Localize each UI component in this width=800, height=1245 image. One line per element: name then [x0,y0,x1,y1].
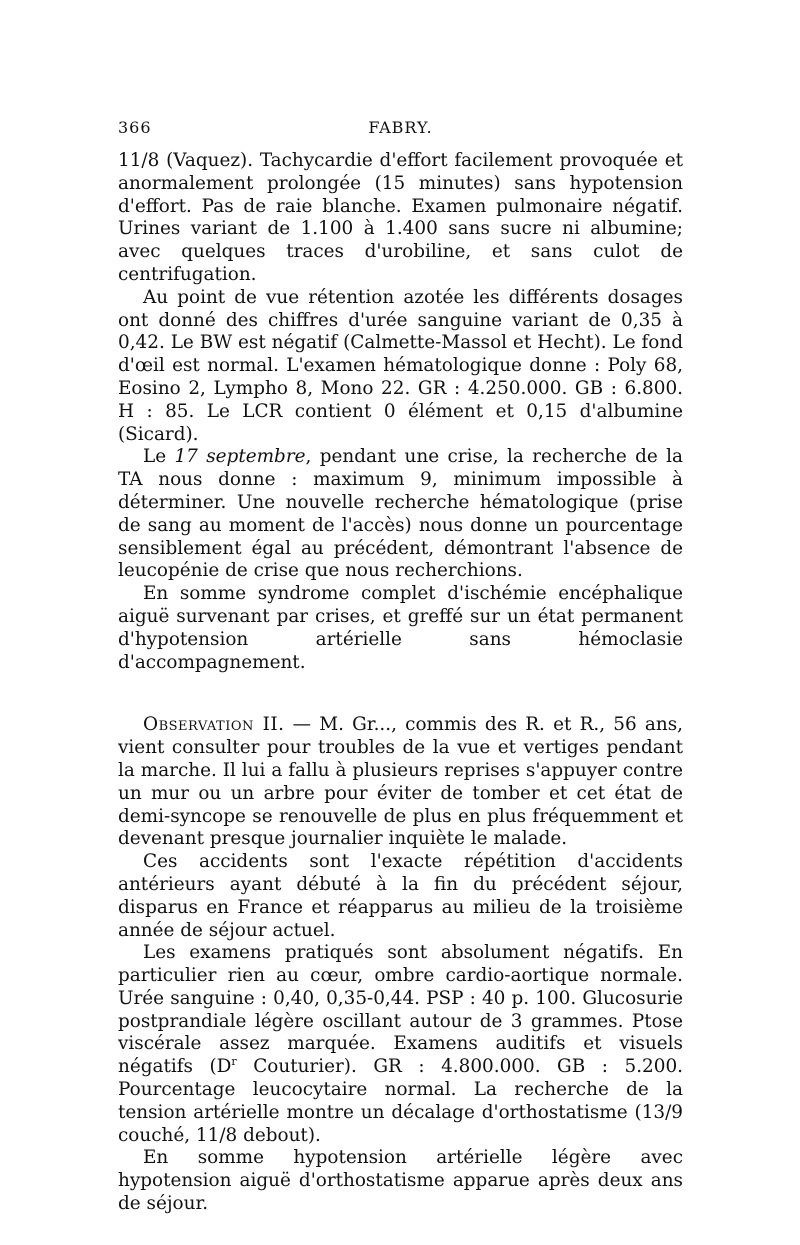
date-text: 17 septembre [174,446,306,468]
running-title: FABRY. [368,118,433,137]
page-number: 366 [118,118,152,137]
section-gap [118,674,683,714]
page [118,118,683,1216]
observation-label: Observation II. [143,714,285,736]
superscript: r [231,1055,237,1069]
body-text [118,150,683,1216]
paragraph: En somme hypotension artérielle légère avec hypotension aiguë d'orthostatisme apparue après deux ans de séjour. [118,1147,683,1215]
paragraph [118,714,683,851]
paragraph [118,446,683,583]
paragraph-text: — M. Gr..., commis des R. et R., 56 ans, vient consulter pour troubles de la vue et vertiges pendant la marche. Il lui a fallu à plusieurs reprises s'appuyer contre un mur ou un arbre pour éviter de tomber et cet état de demi-syncope se renouvelle de plus en plus fréquemment et devenant presque journalier inquiète le malade. [118,714,683,850]
paragraph-text: Couturier). GR : 4.800.000. GB : 5.200. Pourcentage leucocytaire normal. La recherche de la tension artérielle montre un décalage d'orthostatisme (13/9 couché, 11/8 debout). [118,1056,683,1146]
page-header [118,118,683,146]
paragraph-text: , pendant une crise, la recherche de la TA nous donne : maximum 9, minimum impossible à déterminer. Une nouvelle recherche hématologique (prise de sang au moment de l'accès) nous donne un pourcentage sensiblement égal au précédent, démontrant l'absence de leucopénie de crise que nous recherchions. [118,446,683,582]
paragraph: En somme syndrome complet d'ischémie encéphalique aiguë survenant par crises, et greffé sur un état permanent d'hypotension artérielle sans hémoclasie d'accompagnement. [118,583,683,673]
paragraph: Ces accidents sont l'exacte répétition d'accidents antérieurs ayant débuté à la fin du précédent séjour, disparus en France et réapparus au milieu de la troisième année de séjour actuel. [118,851,683,941]
paragraph-text: Le [143,446,175,468]
paragraph [118,942,683,1147]
paragraph: 11/8 (Vaquez). Tachycardie d'effort facilement provoquée et anormalement prolongée (15 minutes) sans hypotension d'effort. Pas de raie blanche. Examen pulmonaire négatif. Urines variant de 1.100 à 1.400 sans sucre ni albumine; avec quelques traces d'urobiline, et sans culot de centrifugation. [118,150,683,285]
paragraph: Au point de vue rétention azotée les différents dosages ont donné des chiffres d'urée sanguine variant de 0,35 à 0,42. Le BW est négatif (Calmette-Massol et Hecht). Le fond d'œil est normal. L'examen hématologique donne : Poly 68, Eosino 2, Lympho 8, Mono 22. GR : 4.250.000. GB : 6.800. H : 85. Le LCR contient 0 élément et 0,15 d'albumine (Sicard). [118,286,683,445]
paragraph-text: Les examens pratiqués sont absolument négatifs. En particulier rien au cœur, ombre cardio-aortique normale. Urée sanguine : 0,40, 0,35-0,44. PSP : 40 p. 100. Glucosurie postprandiale légère oscillant autour de 3 grammes. Ptose viscérale assez marquée. Examens auditifs et visuels négatifs (D [118,942,683,1078]
